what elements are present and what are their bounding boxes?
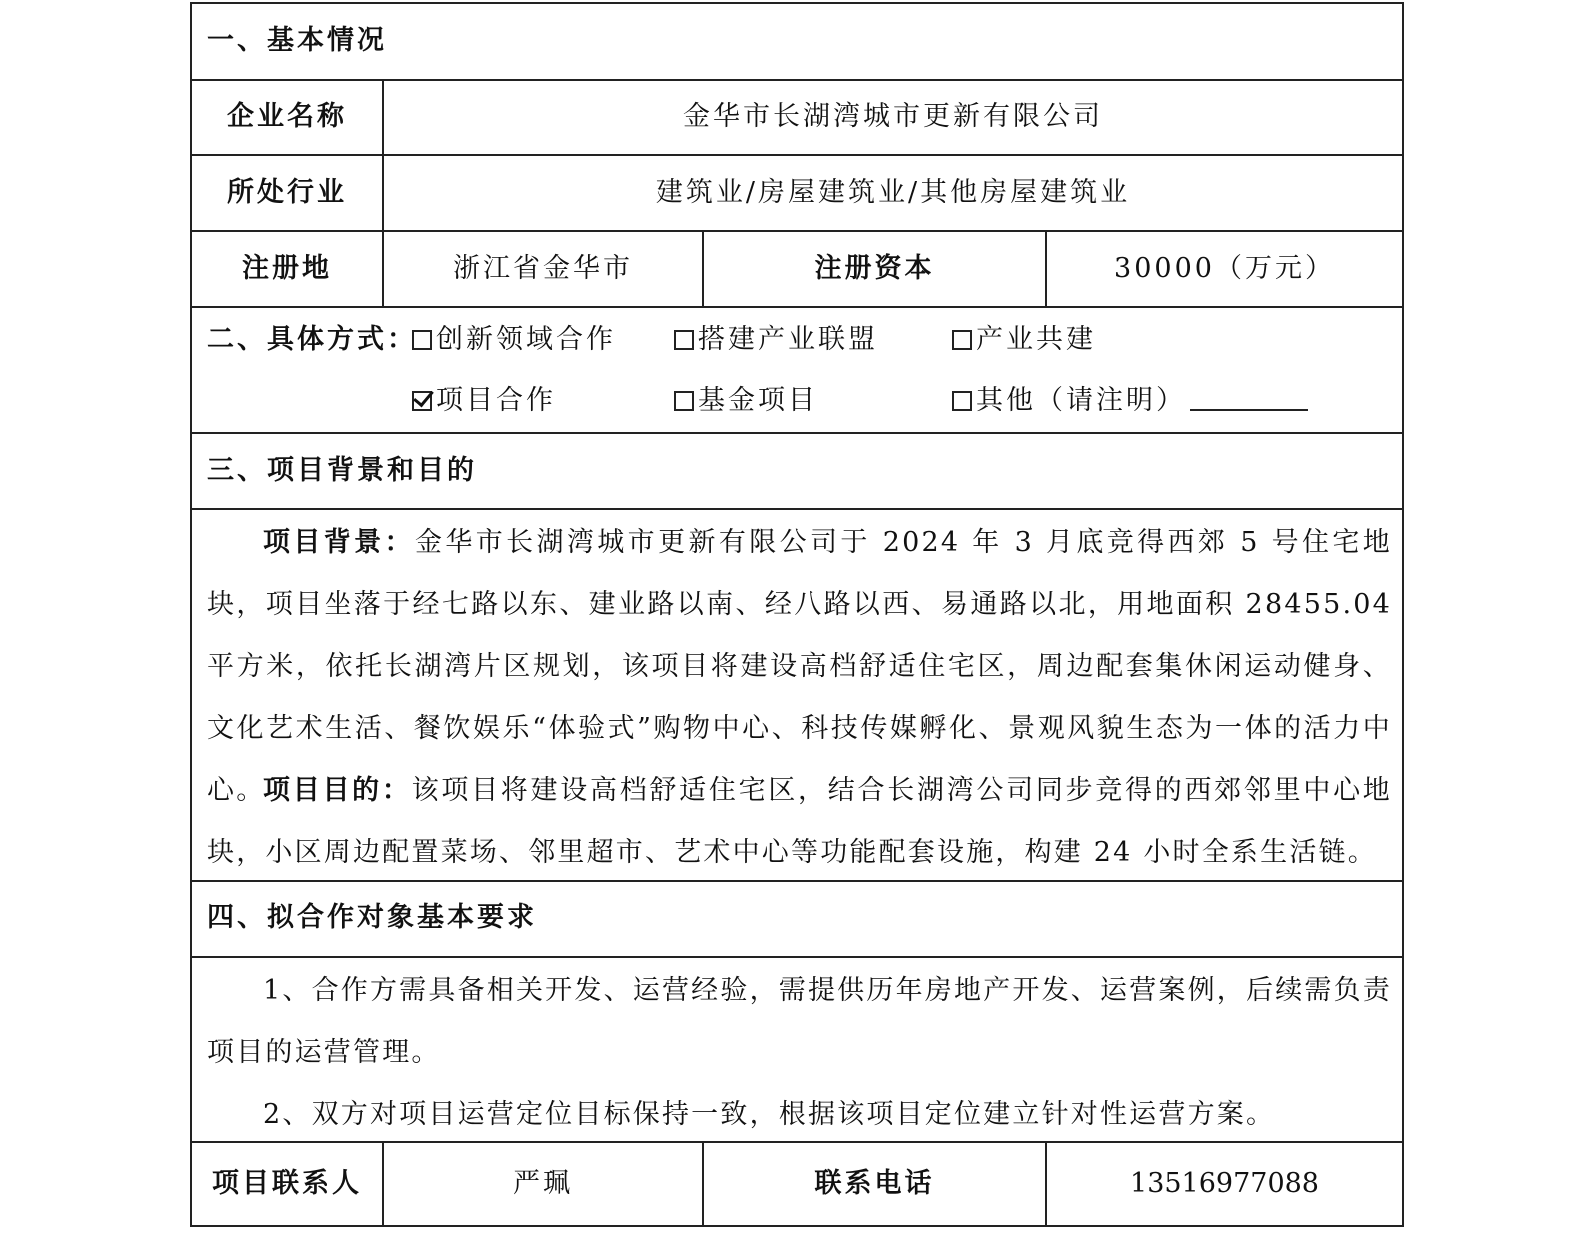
contact-person-value: 严珮 <box>513 1168 573 1199</box>
section-heading-basic: 一、基本情况 <box>207 25 387 56</box>
section-heading-requirements: 四、拟合作对象基本要求 <box>207 902 537 933</box>
industry-label: 所处行业 <box>227 177 347 208</box>
purpose-text: 该项目将建设高档舒适住宅区，结合长湖湾公司同步竞得的西郊邻里中心地块，小区周边配置菜场、邻里超市、艺术中心等功能配套设施，构建 24 小时全系生活链。 <box>207 775 1392 868</box>
checkbox-icon <box>952 391 972 411</box>
option-fund-project[interactable]: 基金项目 <box>674 383 818 419</box>
purpose-label: 项目目的： <box>263 775 412 806</box>
row-divider <box>190 306 1404 308</box>
checkbox-icon <box>674 330 694 350</box>
row-divider <box>190 79 1404 81</box>
row-divider <box>190 154 1404 156</box>
checkbox-icon <box>674 391 694 411</box>
checkbox-checked-icon <box>412 391 432 411</box>
registered-place-label: 注册地 <box>242 253 332 284</box>
background-text: 金华市长湖湾城市更新有限公司于 2024 年 3 月底竞得西郊 5 号住宅地块，项目坐落于经七路以东、建业路以南、经八路以西、易通路以北，用地面积 28455.04 平方米，依托长湖湾片区规划，该项目将建设高档舒适住宅区，周边配套集休闲运动健身、文化艺术生活、餐饮娱乐“体验式”购物中心、科技传媒孵化、景观风貌生态为一体的活力中心。 <box>207 527 1392 806</box>
row-divider <box>190 432 1404 434</box>
registered-capital-value: 30000（万元） <box>1114 253 1335 284</box>
section-heading-methods: 二、具体方式： <box>207 324 417 355</box>
row-divider <box>190 956 1404 958</box>
option-other[interactable]: 其他（请注明） <box>952 383 1308 419</box>
company-name-label: 企业名称 <box>227 101 347 132</box>
contact-phone-value: 13516977088 <box>1130 1168 1319 1199</box>
contact-person-label: 项目联系人 <box>212 1168 362 1199</box>
option-industry-alliance[interactable]: 搭建产业联盟 <box>674 322 878 358</box>
checkbox-icon <box>412 330 432 350</box>
option-industry-co-construction[interactable]: 产业共建 <box>952 322 1096 358</box>
registered-capital-label: 注册资本 <box>814 253 935 284</box>
industry-value: 建筑业/房屋建筑业/其他房屋建筑业 <box>655 177 1131 208</box>
contact-phone-label: 联系电话 <box>814 1168 935 1199</box>
checkbox-icon <box>952 330 972 350</box>
option-innovation-cooperation[interactable]: 创新领域合作 <box>412 322 616 358</box>
option-project-cooperation[interactable]: 项目合作 <box>412 383 556 419</box>
row-divider <box>190 230 1404 232</box>
background-label: 项目背景： <box>263 527 415 558</box>
requirement-item: 2、双方对项目运营定位目标保持一致，根据该项目定位建立针对性运营方案。 <box>263 1099 1276 1130</box>
section-heading-background: 三、项目背景和目的 <box>207 455 477 486</box>
registered-place-value: 浙江省金华市 <box>453 253 633 284</box>
other-blank-line[interactable] <box>1190 385 1308 411</box>
project-purpose-paragraph <box>207 760 1392 884</box>
company-name-value: 金华市长湖湾城市更新有限公司 <box>683 101 1103 132</box>
requirement-item: 1、合作方需具备相关开发、运营经验，需提供历年房地产开发、运营案例，后续需负责项目的运营管理。 <box>207 975 1392 1068</box>
row-divider <box>190 508 1404 510</box>
